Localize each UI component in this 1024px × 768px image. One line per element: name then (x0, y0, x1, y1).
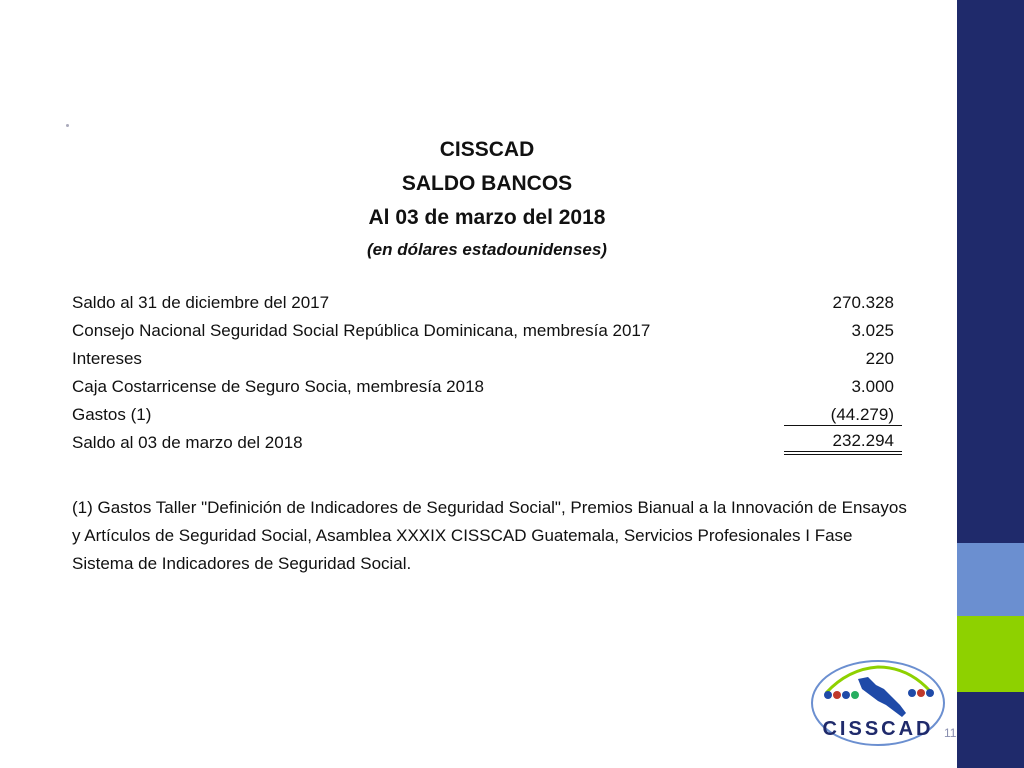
row-label: Gastos (1) (72, 405, 152, 424)
decorative-dot (66, 124, 69, 127)
sidebar-band-green (957, 616, 1024, 692)
table-row (72, 289, 902, 317)
currency-note: (en dólares estadounidenses) (367, 240, 607, 259)
document-header (72, 133, 902, 265)
row-amount: 3.025 (851, 321, 894, 340)
right-sidebar (957, 0, 1024, 768)
logo-text: CISSCAD (822, 718, 934, 740)
sidebar-band-blue (957, 543, 1024, 616)
page-number: 11 (944, 726, 957, 740)
row-amount: 220 (865, 349, 894, 368)
row-amount: 270.328 (832, 293, 894, 312)
row-label: Consejo Nacional Seguridad Social República Dominicana, membresía 2017 (72, 321, 651, 340)
report-title: SALDO BANCOS (401, 172, 573, 195)
report-date: Al 03 de marzo del 2018 (368, 206, 606, 229)
row-amount: 232.294 (784, 431, 902, 455)
footnote: (1) Gastos Taller "Definición de Indicadores de Seguridad Social", Premios Bianual a la Innovación de Ensayos y Artículos de Seguridad Social, Asamblea XXXIX CISSCAD Guatemala, Servicios Profesionales I Fase Sistema de Indicadores de Seguridad Social. (72, 498, 907, 573)
row-label: Caja Costarricense de Seguro Socia, membresía 2018 (72, 377, 484, 396)
row-amount: 3.000 (851, 377, 894, 396)
total-row (72, 429, 902, 457)
row-label: Intereses (72, 349, 142, 368)
row-label: Saldo al 31 de diciembre del 2017 (72, 293, 330, 312)
balance-table (72, 289, 902, 457)
row-amount: (44.279) (784, 405, 902, 426)
table-row (72, 401, 902, 429)
table-row (72, 345, 902, 373)
row-label: Saldo al 03 de marzo del 2018 (72, 433, 303, 452)
table-row (72, 373, 902, 401)
org-name: CISSCAD (439, 138, 535, 161)
table-row (72, 317, 902, 345)
cisscad-logo (808, 655, 948, 747)
